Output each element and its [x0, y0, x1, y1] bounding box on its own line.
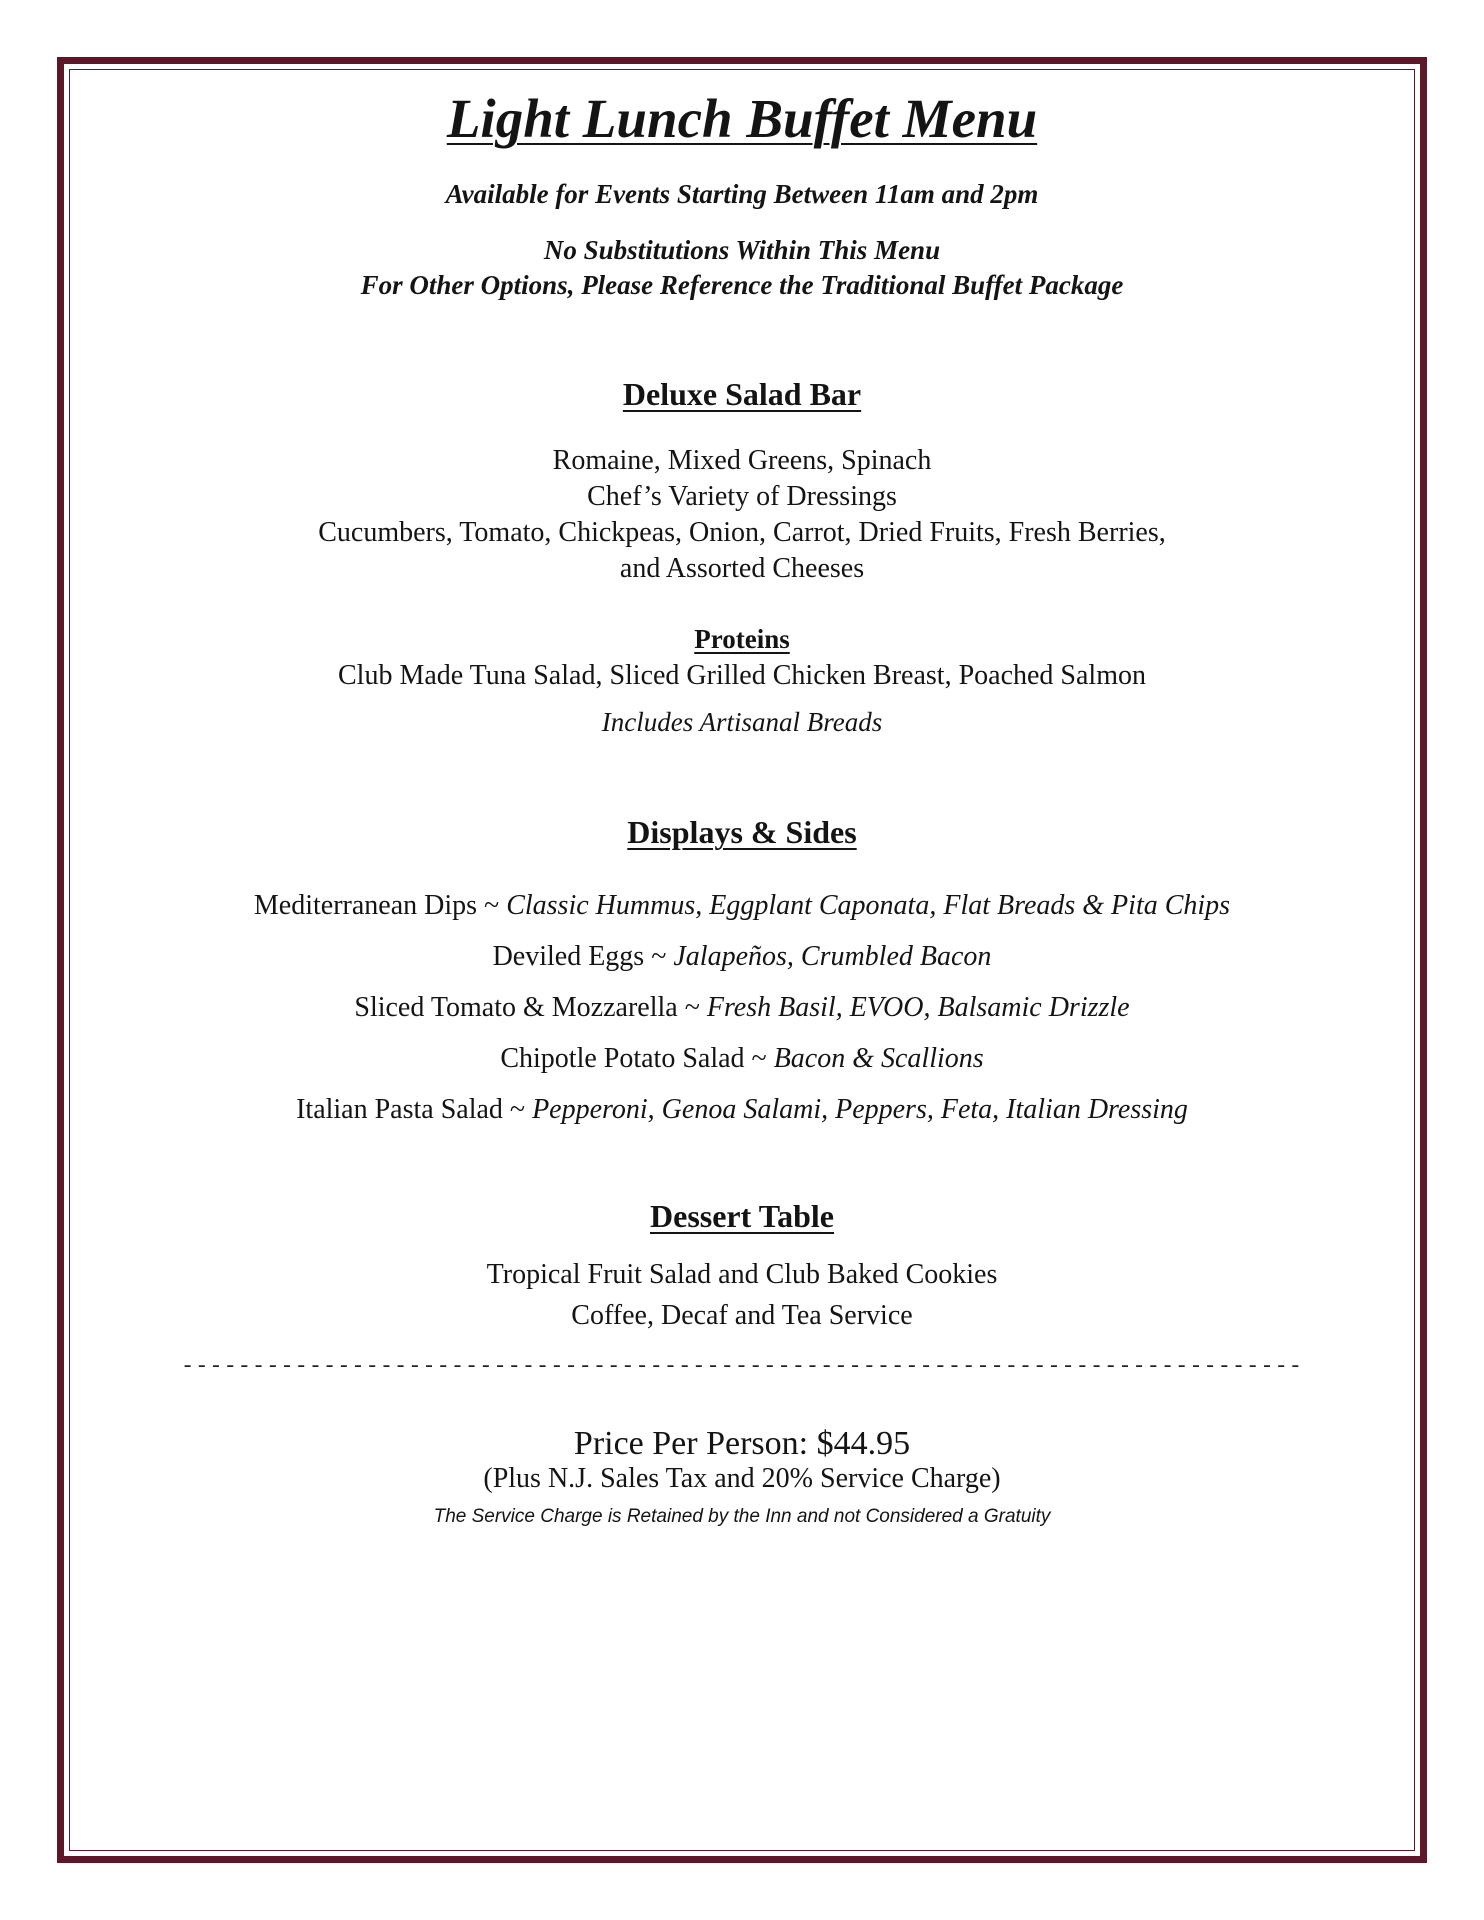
display-item: [0, 1092, 1484, 1128]
other-options-note: For Other Options, Please Reference the Traditional Buffet Package: [360, 270, 1124, 300]
dessert-heading: Dessert Table: [650, 1198, 834, 1234]
breads-note: Includes Artisanal Breads: [601, 707, 883, 737]
display-item: [0, 1041, 1484, 1077]
displays-heading: Displays & Sides: [627, 814, 857, 850]
display-item-name: Italian Pasta Salad ~: [296, 1094, 533, 1125]
service-charge-note: The Service Charge is Retained by the Inn and not Considered a Gratuity: [433, 1506, 1051, 1527]
display-item-desc: Classic Hummus, Eggplant Caponata, Flat Breads & Pita Chips: [506, 890, 1231, 921]
display-item: [0, 990, 1484, 1026]
display-item: [0, 939, 1484, 975]
display-item-name: Sliced Tomato & Mozzarella ~: [354, 992, 707, 1023]
proteins-list: Club Made Tuna Salad, Sliced Grilled Chicken Breast, Poached Salmon: [337, 660, 1146, 691]
salad-bar-line: Chef’s Variety of Dressings: [587, 481, 897, 512]
dessert-line: Tropical Fruit Salad and Club Baked Cookies: [486, 1259, 998, 1290]
salad-bar-line: Romaine, Mixed Greens, Spinach: [552, 445, 932, 476]
salad-bar-line: and Assorted Cheeses: [619, 553, 865, 584]
display-item-desc: Pepperoni, Genoa Salami, Peppers, Feta, Italian Dressing: [532, 1094, 1188, 1125]
tax-note: (Plus N.J. Sales Tax and 20% Service Charge): [483, 1463, 1001, 1494]
display-item-desc: Jalapeños, Crumbled Bacon: [673, 941, 992, 972]
display-item-name: Deviled Eggs ~: [492, 941, 674, 972]
display-item-name: Mediterranean Dips ~: [253, 890, 507, 921]
price-per-person: Price Per Person: $44.95: [573, 1425, 911, 1462]
display-item-desc: Fresh Basil, EVOO, Balsamic Drizzle: [706, 992, 1130, 1023]
no-substitutions-note: No Substitutions Within This Menu: [543, 235, 941, 265]
display-item-desc: Bacon & Scallions: [773, 1043, 984, 1074]
salad-bar-heading: Deluxe Salad Bar: [622, 376, 862, 412]
salad-bar-line: Cucumbers, Tomato, Chickpeas, Onion, Carrot, Dried Fruits, Fresh Berries,: [318, 517, 1166, 548]
dashed-divider: -------------------------------------------------------------------------------: [181, 1354, 1303, 1379]
availability-note: Available for Events Starting Between 11am and 2pm: [445, 179, 1039, 209]
menu-title: Light Lunch Buffet Menu: [446, 88, 1038, 149]
display-item-name: Chipotle Potato Salad ~: [500, 1043, 774, 1074]
dessert-line: Coffee, Decaf and Tea Service: [571, 1300, 913, 1331]
proteins-heading: Proteins: [694, 624, 790, 654]
display-item: [0, 888, 1484, 924]
